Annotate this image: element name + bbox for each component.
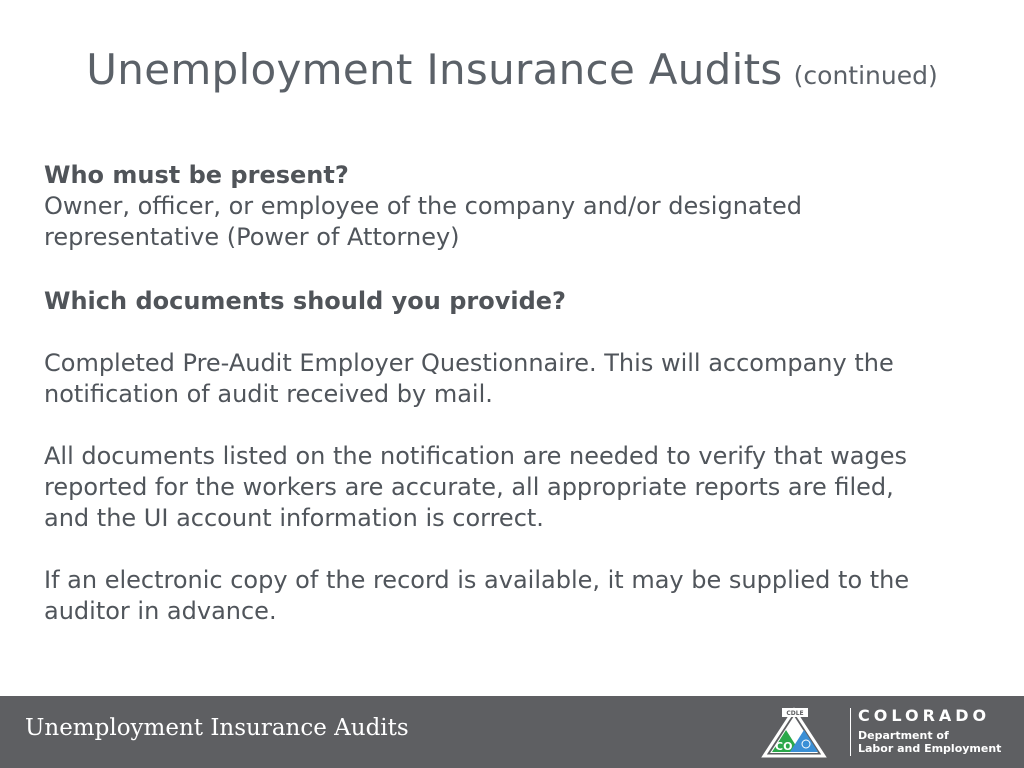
- slide-title: [0, 45, 1024, 94]
- logo-badge: CDLE: [786, 710, 804, 717]
- paragraph-questionnaire-line1: Completed Pre-Audit Employer Questionnaire. This will accompany the: [44, 349, 894, 377]
- cdle-logo-icon: [760, 706, 850, 760]
- logo-divider: [850, 708, 851, 756]
- paragraph-electronic-line2: auditor in advance.: [44, 597, 277, 625]
- org-name: [858, 706, 1001, 755]
- answer-who-present-line2: representative (Power of Attorney): [44, 223, 460, 251]
- slide-title-main: Unemployment Insurance Audits: [86, 45, 783, 94]
- answer-who-present-line1: Owner, officer, or employee of the company and/or designated: [44, 192, 803, 220]
- slide-content: [44, 160, 994, 627]
- paragraph-documents-line3: and the UI account information is correct.: [44, 504, 544, 532]
- org-dept-line2: Labor and Employment: [858, 742, 1002, 755]
- paragraph-electronic-line1: If an electronic copy of the record is available, it may be supplied to the: [44, 566, 910, 594]
- org-state: COLORADO: [858, 706, 991, 725]
- paragraph-documents-line2: reported for the workers are accurate, all appropriate reports are filed,: [44, 473, 894, 501]
- paragraph-questionnaire-line2: notification of audit received by mail.: [44, 380, 493, 408]
- paragraph-documents-line1: All documents listed on the notification are needed to verify that wages: [44, 442, 907, 470]
- slide-title-suffix: (continued): [793, 61, 938, 90]
- org-dept-line1: Department of: [858, 729, 949, 742]
- cdle-logo: [760, 706, 850, 760]
- footer-title: Unemployment Insurance Audits: [25, 715, 409, 741]
- question-which-documents: Which documents should you provide?: [44, 287, 566, 315]
- logo-initials: CO: [775, 740, 793, 753]
- footer-bar: [0, 696, 1024, 768]
- question-who-present: Who must be present?: [44, 161, 349, 189]
